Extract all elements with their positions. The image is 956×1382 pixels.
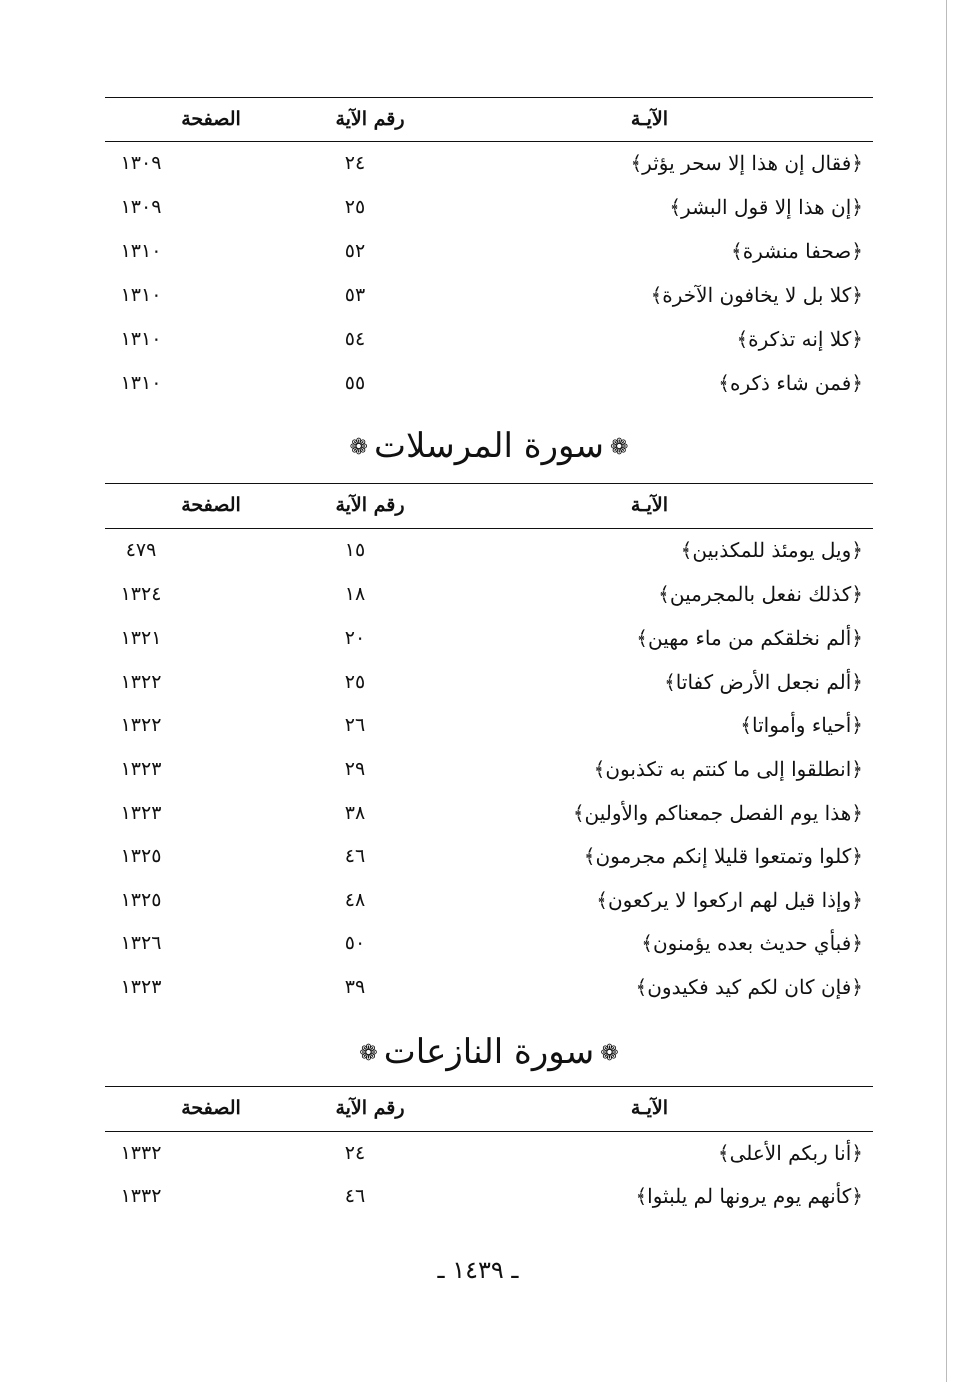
ayah-number: ٣٩ (344, 976, 366, 998)
ayah-text: ﴿فمن شاء ذكره﴾ (718, 371, 863, 395)
table-row (105, 1133, 873, 1173)
table-header (105, 1088, 873, 1128)
ayah-text: ﴿فقال إن هذا إلا سحر يؤثر﴾ (630, 151, 863, 175)
surah-title-text: سورة النازعات (383, 1032, 595, 1072)
ayah-text: ﴿كلا بل لا يخافون الآخرة﴾ (650, 283, 863, 307)
ayah-number: ٢٤ (344, 1142, 366, 1164)
page-ref: ١٣٢٣ (120, 758, 162, 780)
table-row (105, 187, 873, 227)
ayah-number: ٤٦ (344, 1185, 366, 1207)
table-row (105, 662, 873, 702)
header-number: رقم الآية (335, 494, 405, 516)
ayah-text: ﴿وإذا قيل لهم اركعوا لا يركعون﴾ (596, 888, 863, 912)
table-row (105, 574, 873, 614)
ornament-icon: ❁ (600, 1041, 619, 1066)
page-ref: ١٣١٠ (120, 328, 162, 350)
ornament-icon: ❁ (359, 1041, 378, 1066)
table-row (105, 275, 873, 315)
page-ref: ١٣١٠ (120, 284, 162, 306)
ayah-number: ٥٣ (344, 284, 366, 306)
page-ref: ١٣١٠ (120, 372, 162, 394)
ayah-text: ﴿أحياء وأمواتا﴾ (740, 713, 863, 737)
table-header-rule (105, 1131, 873, 1132)
ayah-number: ٥٢ (344, 240, 366, 262)
header-number: رقم الآية (335, 1097, 405, 1119)
ayah-text: ﴿ألم نخلقكم من ماء مهين﴾ (636, 626, 863, 650)
ayah-text: ﴿انطلقوا إلى ما كنتم به تكذبون﴾ (593, 757, 863, 781)
header-page: الصفحة (181, 494, 241, 516)
ayah-number: ١٨ (344, 583, 366, 605)
ayah-text: ﴿فبأي حديث بعده يؤمنون﴾ (641, 931, 863, 955)
page-ref: ١٣٢٥ (120, 845, 162, 867)
ayah-text: ﴿أنا ربكم الأعلى﴾ (717, 1141, 863, 1165)
header-ayah: الآيـة (630, 1097, 668, 1119)
ayah-number: ٥٤ (344, 328, 366, 350)
table-header-rule (105, 528, 873, 529)
table-row (105, 1176, 873, 1216)
page-ref: ١٣٠٩ (120, 196, 162, 218)
page-ref: ١٣٠٩ (120, 152, 162, 174)
page-ref: ١٣٢١ (120, 627, 162, 649)
table-row (105, 836, 873, 876)
table-row (105, 319, 873, 359)
page-ref: ١٣٣٢ (120, 1142, 162, 1164)
page-ref: ١٣٢٤ (120, 583, 162, 605)
page-ref: ١٣٢٥ (120, 889, 162, 911)
page-ref: ١٣١٠ (120, 240, 162, 262)
table-row (105, 530, 873, 570)
surah-title (105, 1024, 873, 1082)
ayah-text: ﴿إن هذا إلا قول البشر﴾ (669, 195, 863, 219)
table-row (105, 363, 873, 403)
header-page: الصفحة (181, 108, 241, 130)
page-ref: ١٣٢٢ (120, 714, 162, 736)
ayah-number: ٤٨ (344, 889, 366, 911)
page-ref: ١٣٢٢ (120, 671, 162, 693)
ayah-number: ٢٤ (344, 152, 366, 174)
ayah-text: ﴿ويل يومئذ للمكذبين﴾ (680, 538, 863, 562)
header-number: رقم الآية (335, 108, 405, 130)
table-row (105, 618, 873, 658)
ayah-number: ٢٠ (344, 627, 366, 649)
ayah-text: ﴿هذا يوم الفصل جمعناكم والأولين﴾ (572, 801, 863, 825)
page-ref: ١٣٢٣ (120, 976, 162, 998)
ayah-number: ٢٦ (344, 714, 366, 736)
table-row (105, 143, 873, 183)
table-row (105, 880, 873, 920)
ayah-number: ٥٥ (344, 372, 366, 394)
surah-title (105, 418, 873, 476)
page-ref: ١٣٣٢ (120, 1185, 162, 1207)
table-header-rule (105, 141, 873, 142)
ayah-text: ﴿ألم نجعل الأرض كفاتا﴾ (664, 670, 863, 694)
page-ref: ١٣٢٦ (120, 932, 162, 954)
ayah-text: ﴿كأنهم يوم يرونها لم يلبثوا﴾ (635, 1184, 863, 1208)
table-row (105, 749, 873, 789)
ayah-text: ﴿صحفا منشرة﴾ (730, 239, 863, 263)
table-row (105, 705, 873, 745)
ayah-text: ﴿كذلك نفعل بالمجرمين﴾ (658, 582, 863, 606)
table-header (105, 485, 873, 525)
ayah-text: ﴿كلا إنه تذكرة﴾ (736, 327, 863, 351)
table-row (105, 967, 873, 1007)
ornament-icon: ❁ (610, 435, 629, 460)
table-row (105, 923, 873, 963)
ayah-text: ﴿كلوا وتمتعوا قليلا إنكم مجرمون﴾ (583, 844, 863, 868)
ayah-number: ٥٠ (344, 932, 366, 954)
ayah-number: ٣٨ (344, 802, 366, 824)
table-top-rule (105, 97, 873, 98)
page-number: ـ ١٤٣٩ ـ (437, 1256, 519, 1284)
page-ref: ١٣٢٣ (120, 802, 162, 824)
ayah-number: ١٥ (344, 539, 366, 561)
ayah-text: ﴿فإن كان لكم كيد فكيدون﴾ (635, 975, 863, 999)
header-ayah: الآيـة (630, 494, 668, 516)
ornament-icon: ❁ (349, 435, 368, 460)
surah-title-text: سورة المرسلات (373, 426, 605, 466)
page-ref: ٤٧٩ (125, 539, 157, 561)
header-page: الصفحة (181, 1097, 241, 1119)
table-top-rule (105, 1086, 873, 1087)
header-ayah: الآيـة (630, 108, 668, 130)
scan-edge-line (946, 0, 947, 1382)
ayah-number: ٤٦ (344, 845, 366, 867)
ayah-number: ٢٥ (344, 196, 366, 218)
ayah-number: ٢٩ (344, 758, 366, 780)
ayah-number: ٢٥ (344, 671, 366, 693)
table-top-rule (105, 483, 873, 484)
table-header (105, 99, 873, 139)
table-row (105, 793, 873, 833)
table-row (105, 231, 873, 271)
